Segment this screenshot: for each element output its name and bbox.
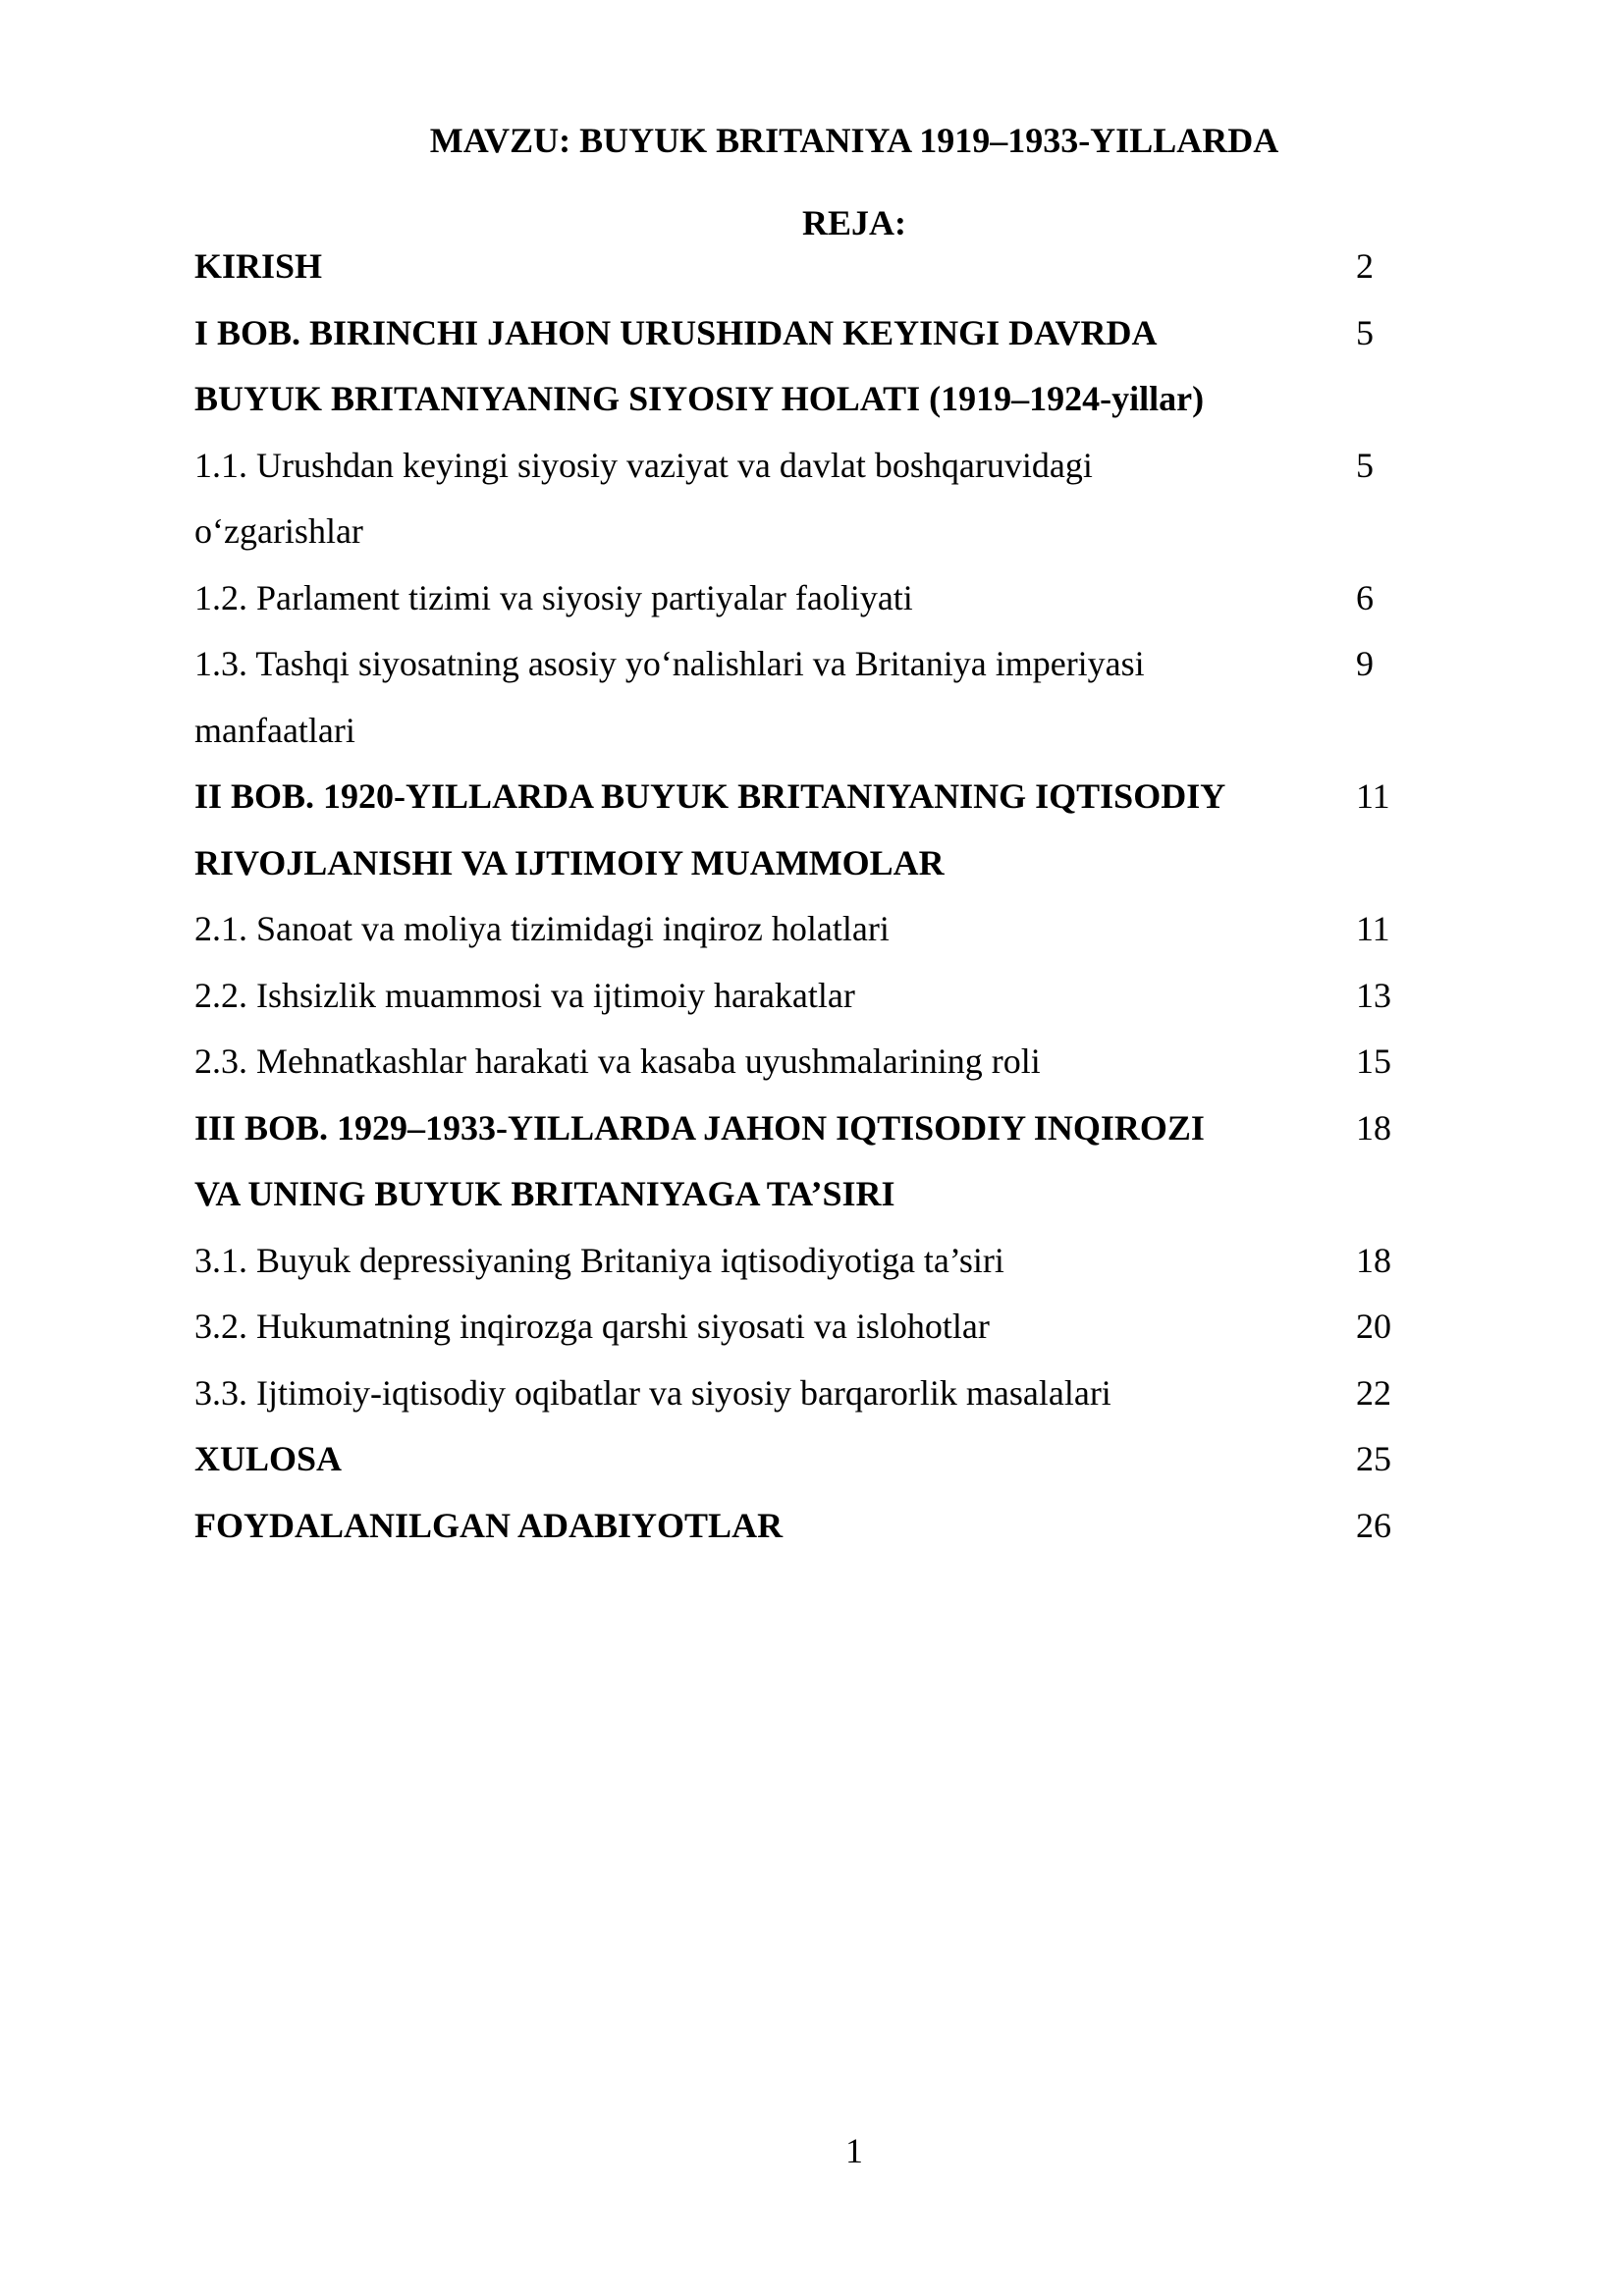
page-number: 1 xyxy=(845,2131,863,2170)
toc-entry-text: VA UNING BUYUK BRITANIYAGA TA’SIRI xyxy=(194,1174,895,1213)
toc-row xyxy=(194,243,1402,310)
toc-entry-page: 11 xyxy=(1356,909,1390,948)
toc-entry-text: 1.1. Urushdan keyingi siyosiy vaziyat va davlat boshqaruvidagi xyxy=(194,445,1093,485)
toc-entry-page: 6 xyxy=(1356,577,1374,617)
toc-entry-text: o‘zgarishlar xyxy=(194,511,363,551)
toc-row xyxy=(194,973,1402,1040)
toc-row xyxy=(194,1436,1402,1503)
toc-row xyxy=(194,1370,1402,1437)
toc-entry-text: 2.3. Mehnatkashlar harakati va kasaba uyushmalarining roli xyxy=(194,1041,1041,1081)
toc-entry-page: 18 xyxy=(1356,1240,1391,1280)
toc-row xyxy=(194,1039,1402,1105)
plan-heading: REJA: xyxy=(802,203,906,242)
toc-entry-text: manfaatlari xyxy=(194,710,355,750)
toc-row xyxy=(194,774,1402,840)
toc-row xyxy=(194,1503,1402,1570)
toc-row xyxy=(194,1105,1402,1172)
toc-entry-page: 2 xyxy=(1356,246,1374,286)
toc-row xyxy=(194,575,1402,642)
toc-entry-text: 3.2. Hukumatning inqirozga qarshi siyosati va islohotlar xyxy=(194,1307,990,1346)
toc-entry-text: 3.1. Buyuk depressiyaning Britaniya iqtisodiyotiga ta’siri xyxy=(194,1240,1004,1280)
toc-entry-text: 1.2. Parlament tizimi va siyosiy partiyalar faoliyati xyxy=(194,577,913,617)
toc-entry-page: 20 xyxy=(1356,1307,1391,1346)
toc-entry-page: 13 xyxy=(1356,975,1391,1015)
toc-row xyxy=(194,508,1402,575)
toc-entry-page: 26 xyxy=(1356,1505,1391,1545)
toc-row xyxy=(194,1171,1402,1238)
toc-row xyxy=(194,310,1402,377)
toc-entry-text: FOYDALANILGAN ADABIYOTLAR xyxy=(194,1505,784,1545)
toc-row xyxy=(194,1238,1402,1305)
toc-entry-page: 15 xyxy=(1356,1041,1391,1081)
toc-row xyxy=(194,708,1402,774)
toc-entry-text: XULOSA xyxy=(194,1439,343,1478)
toc-entry-page: 5 xyxy=(1356,312,1374,352)
toc-entry-page: 9 xyxy=(1356,644,1374,683)
toc-row xyxy=(194,641,1402,708)
toc-entry-text: II BOB. 1920-YILLARDA BUYUK BRITANIYANING IQTISODIY xyxy=(194,776,1226,816)
toc-entry-page: 18 xyxy=(1356,1107,1391,1148)
toc-entry-text: BUYUK BRITANIYANING SIYOSIY HOLATI (1919–1924-yillar) xyxy=(194,379,1205,418)
toc-row xyxy=(194,443,1402,509)
toc-entry-page: 25 xyxy=(1356,1439,1391,1478)
toc-entry-text: 2.1. Sanoat va moliya tizimidagi inqiroz holatlari xyxy=(194,909,890,948)
toc-row xyxy=(194,906,1402,973)
toc-row xyxy=(194,1304,1402,1370)
toc-entry-text: I BOB. BIRINCHI JAHON URUSHIDAN KEYINGI DAVRDA xyxy=(194,312,1158,352)
toc-entry-text: KIRISH xyxy=(194,246,323,286)
toc-entry-page: 11 xyxy=(1356,776,1390,816)
toc-entry-text: III BOB. 1929–1933-YILLARDA JAHON IQTISODIY INQIROZI xyxy=(194,1107,1205,1148)
toc-row xyxy=(194,376,1402,443)
table-of-contents xyxy=(194,243,1402,1569)
document-title: MAVZU: BUYUK BRITANIYA 1919–1933-YILLARDA xyxy=(429,121,1279,160)
toc-entry-text: 1.3. Tashqi siyosatning asosiy yo‘nalishlari va Britaniya imperiyasi xyxy=(194,644,1145,683)
toc-entry-page: 22 xyxy=(1356,1372,1391,1413)
toc-entry-text: 3.3. Ijtimoiy-iqtisodiy oqibatlar va siyosiy barqarorlik masalalari xyxy=(194,1372,1111,1413)
toc-entry-text: RIVOJLANISHI VA IJTIMOIY MUAMMOLAR xyxy=(194,842,945,882)
toc-entry-text: 2.2. Ishsizlik muammosi va ijtimoiy harakatlar xyxy=(194,975,855,1015)
toc-entry-page: 5 xyxy=(1356,445,1374,485)
toc-row xyxy=(194,840,1402,907)
